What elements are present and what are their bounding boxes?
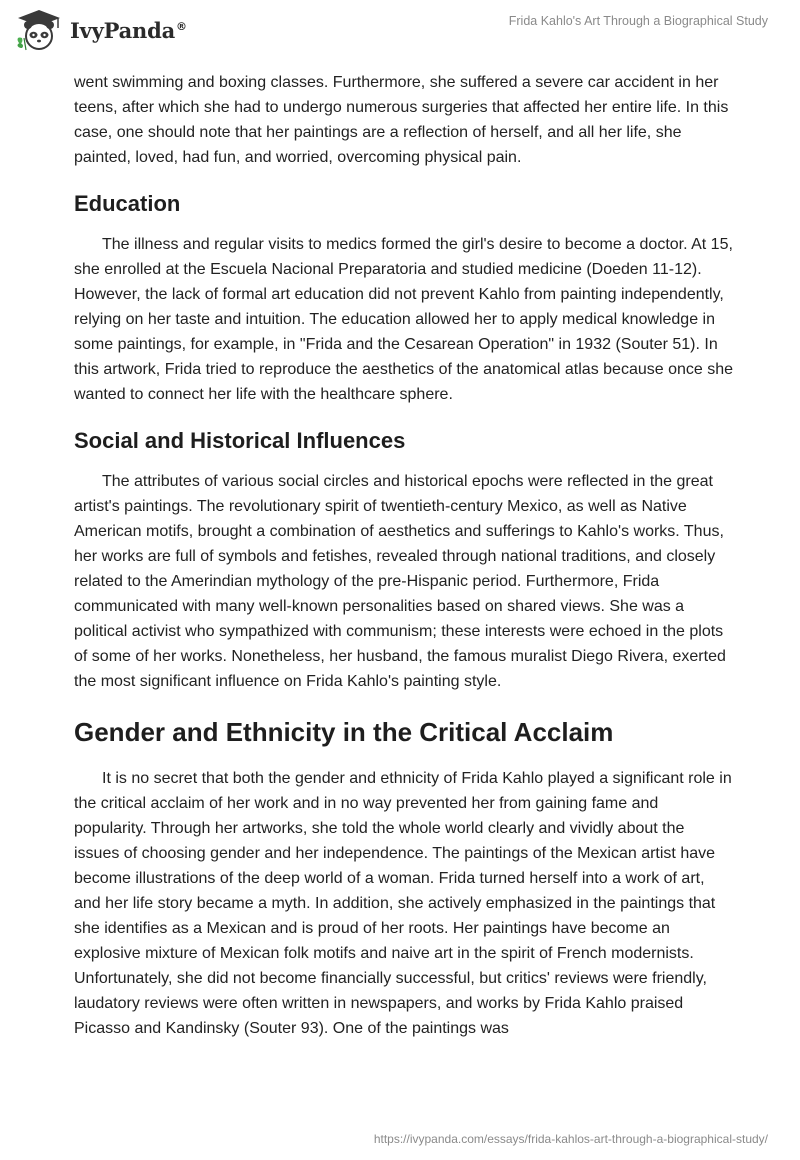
source-url-link[interactable]: https://ivypanda.com/essays/frida-kahlos-art-through-a-biographical-study/	[373, 1132, 768, 1146]
education-paragraph: The illness and regular visits to medics formed the girl's desire to become a doctor. At 15, she enrolled at the Escuela Nacional Preparatoria and studied medicine (Doeden 11-12). However, the lack of formal art education did not prevent Kahlo from painting independently, relying on her taste and intuition. The education allowed her to apply medical knowledge in some paintings, for example, in "Frida and the Cesarean Operation" in 1932 (Souter 51). In this artwork, Frida tried to reproduce the aesthetics of the anatomical atlas because once she wanted to connect her life with the healthcare sphere.	[74, 236, 734, 403]
logo-wordmark: IvyPanda®	[70, 17, 187, 43]
document-title: Frida Kahlo's Art Through a Biographical Study	[508, 14, 768, 28]
social-influences-paragraph: The attributes of various social circles and historical epochs were reflected in the great artist's paintings. The revolutionary spirit of twentieth-century Mexico, as well as Native American motifs, brought a combination of aesthetics and sufferings to Kahlo's works. Thus, her works are full of symbols and fetishes, revealed through national traditions, and closely related to the Amerindian mythology of the pre-Hispanic period. Furthermore, Frida communicated with many well-known personalities based on shared views. She was a political activist who sympathized with communism; these interests were echoed in the plots of some of her works. Nonetheless, her husband, the famous muralist Diego Rivera, exerted the most significant influence on Frida Kahlo's painting style.	[74, 473, 726, 690]
panda-mascot-icon	[14, 8, 64, 52]
gender-ethnicity-heading: Gender and Ethnicity in the Critical Acclaim	[74, 717, 614, 747]
gender-ethnicity-paragraph: It is no secret that both the gender and ethnicity of Frida Kahlo played a significant role in the critical acclaim of her work and in no way prevented her from gaining fame and popularity. Through her artworks, she told the whole world clearly and vividly about the issues of choosing gender and her independence. The paintings of the Mexican artist have become illustrations of the deep world of a woman. Frida turned herself into a work of art, and her life story became a myth. In addition, she actively emphasized in the paintings that she identifies as a Mexican and is proud of her roots. Her paintings have become an explosive mixture of Mexican folk motifs and naive art in the spirit of French modernists. Unfortunately, she did not become financially successful, but critics' reviews were friendly, laudatory reviews were often written in newspapers, and works by Frida Kahlo praised Picasso and Kandinsky (Souter 93). One of the paintings was	[74, 770, 732, 1037]
page-header	[0, 0, 800, 64]
ivypanda-logo[interactable]	[14, 8, 187, 52]
intro-paragraph: went swimming and boxing classes. Furthermore, she suffered a severe car accident in her teens, after which she had to undergo numerous surgeries that affected her entire life. In this case, one should note that her paintings are a reflection of herself, and all her life, she painted, loved, had fun, and worried, overcoming physical pain.	[74, 74, 729, 166]
essay-body	[74, 70, 734, 1041]
education-heading: Education	[74, 191, 181, 216]
social-influences-heading: Social and Historical Influences	[74, 428, 406, 453]
